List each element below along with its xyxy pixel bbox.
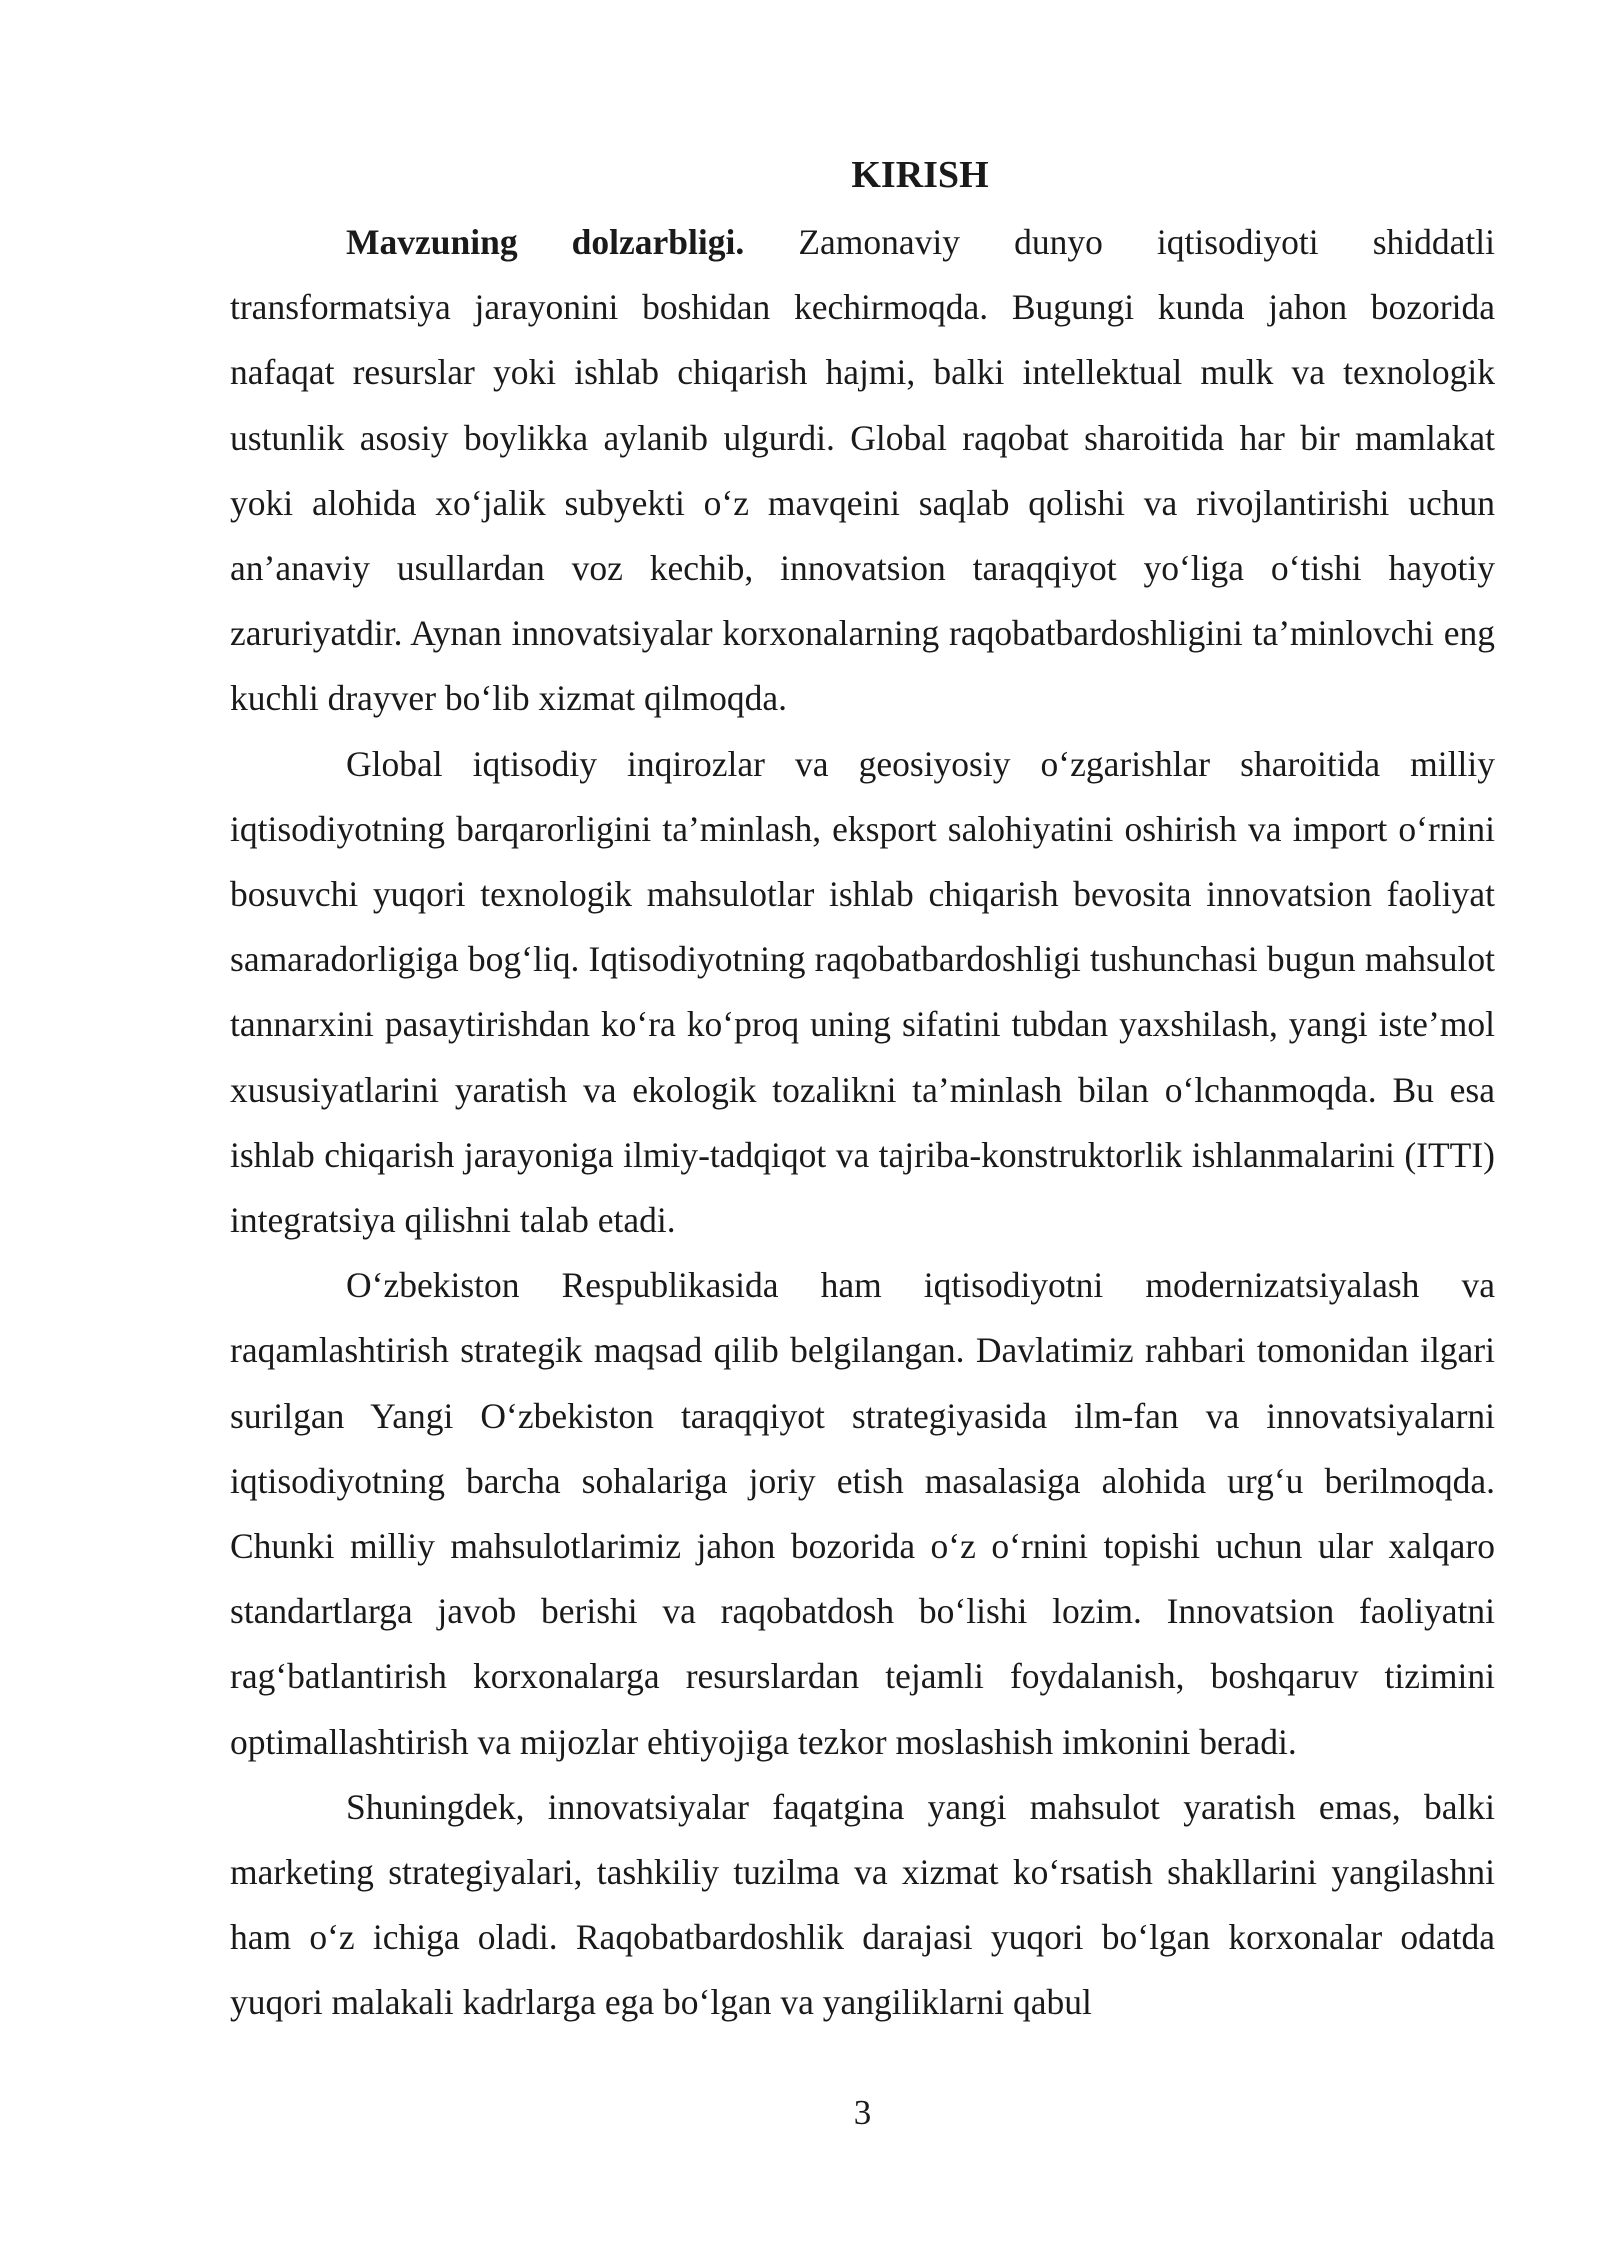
page-number: 3 [853,2093,872,2132]
paragraph-1 [230,210,1495,732]
body-text [230,210,1495,2036]
paragraph-2: Global iqtisodiy inqirozlar va geosiyosiy o‘zgarishlar sharoitida milliy iqtisodiyotning barqarorligini ta’minlash, eksport salohiyatini oshirish va import o‘rnini bosuvchi yuqori texnologik mahsulotlar ishlab chiqarish bevosita innovatsion faoliyat samaradorligiga bog‘liq. Iqtisodiyotning raqobatbardoshligi tushunchasi bugun mahsulot tannarxini pasaytirishdan ko‘ra ko‘proq uning sifatini tubdan yaxshilash, yangi iste’mol xususiyatlarini yaratish va ekologik tozalikni ta’minlash bilan o‘lchanmoqda. Bu esa ishlab chiqarish jarayoniga ilmiy-tadqiqot va tajriba-konstruktorlik ishlanmalarini (ITTI) integratsiya qilishni talab etadi. [230,743,1495,1241]
paragraph-3: O‘zbekiston Respublikasida ham iqtisodiyotni modernizatsiyalash va raqamlashtirish strategik maqsad qilib belgilangan. Davlatimiz rahbari tomonidan ilgari surilgan Yangi O‘zbekiston taraqqiyot strategiyasida ilm-fan va innovatsiyalarni iqtisodiyotning barcha sohalariga joriy etish masalasiga alohida urg‘u berilmoqda. Chunki milliy mahsulotlarimiz jahon bozorida o‘z o‘rnini topishi uchun ular xalqaro standartlarga javob berishi va raqobatdosh bo‘lishi lozim. Innovatsion faoliyatni rag‘batlantirish korxonalarga resurslardan tejamli foydalanish, boshqaruv tizimini optimallashtirish va mijozlar ehtiyojiga tezkor moslashish imkonini beradi. [230,1265,1495,1762]
paragraph-4: Shuningdek, innovatsiyalar faqatgina yangi mahsulot yaratish emas, balki marketing strategiyalari, tashkiliy tuzilma va xizmat ko‘rsatish shakllarini yangilashni ham o‘z ichiga oladi. Raqobatbardoshlik darajasi yuqori bo‘lgan korxonalar odatda yuqori malakali kadrlarga ega bo‘lgan va yangiliklarni qabul [230,1786,1495,2023]
section-title: KIRISH [851,154,989,196]
paragraph-lead: Mavzuning dolzarbligi. [346,222,745,262]
paragraph-1-text: Zamonaviy dunyo iqtisodiyoti shiddatli transformatsiya jarayonini boshidan kechirmoqda. Bugungi kunda jahon bozorida nafaqat resurslar yoki ishlab chiqarish hajmi, balki intellektual mulk va texnologik ustunlik asosiy boylikka aylanib ulgurdi. Global raqobat sharoitida har bir mamlakat yoki alohida xo‘jalik subyekti o‘z mavqeini saqlab qolishi va rivojlantirishi uchun an’anaviy usullardan voz kechib, innovatsion taraqqiyot yo‘liga o‘tishi hayotiy zaruriyatdir. Aynan innovatsiyalar korxonalarning raqobatbardoshligini ta’minlovchi eng kuchli drayver bo‘lib xizmat qilmoqda. [230,222,1495,719]
